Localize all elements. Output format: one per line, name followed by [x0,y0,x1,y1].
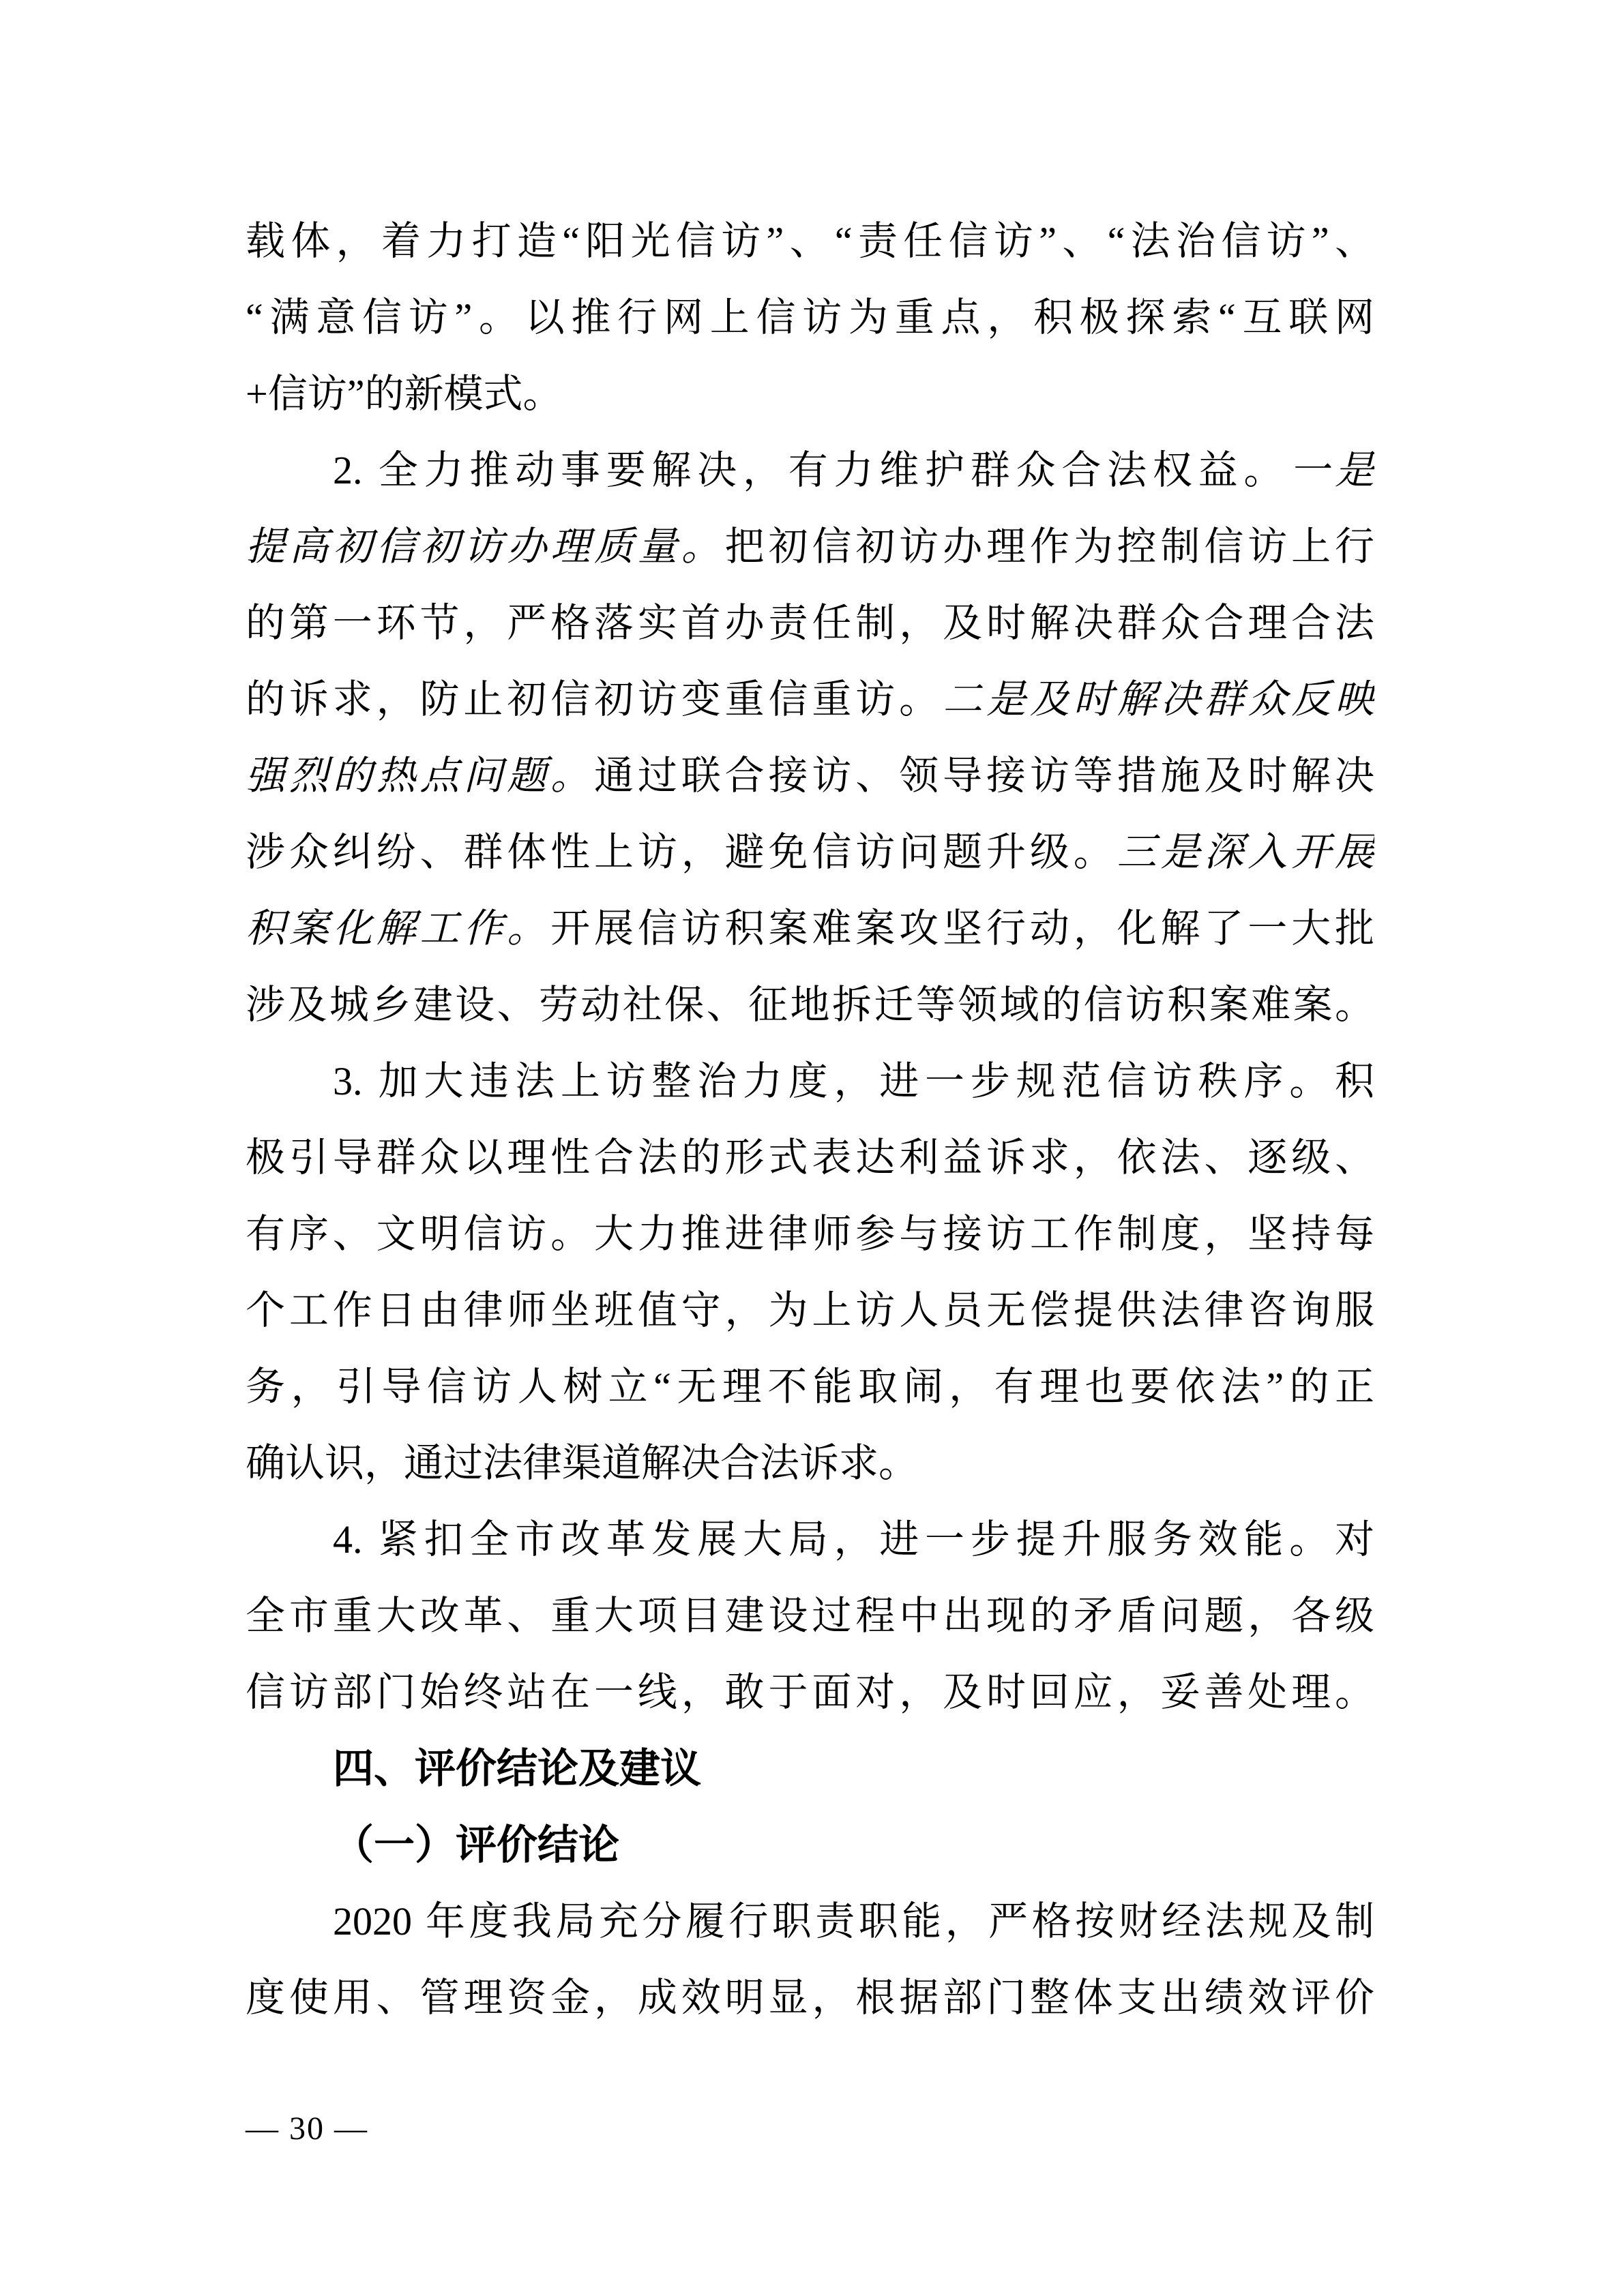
emphasis-text: 三是深入开展 [1117,830,1374,874]
text-line [246,1960,1374,2036]
body-text: 的第一环节，严格落实首办责任制，及时解决群众合理合法 [246,601,1374,645]
emphasis-text: 提高初信初访办理质量。 [246,524,725,569]
body-text: 把初信初访办理作为控制信访上行 [724,524,1374,569]
document-body [246,203,1374,2036]
text-line [246,661,1374,738]
text-line [246,967,1374,1043]
body-text: 2. 全力推动事要解决，有力维护群众合法权益。 [333,448,1290,492]
body-text: 的诉求，防止初信初访变重信重访。 [246,677,943,721]
text-line [246,509,1374,585]
text-line [246,1883,1374,1960]
text-line [246,1349,1374,1425]
text-line [246,356,1374,432]
body-text: 有序、文明信访。大力推进律师参与接访工作制度，坚持每 [246,1212,1374,1256]
emphasis-text: 二是及时解决群众反映 [943,677,1374,721]
body-text: 载体，着力打造“阳光信访”、“责任信访”、“法治信访”、 [246,219,1374,263]
text-line [246,585,1374,661]
body-text: +信访”的新模式。 [246,372,563,416]
text-line [246,1120,1374,1196]
body-text: 4. 紧扣全市改革发展大局，进一步提升服务效能。对 [333,1517,1374,1562]
body-text: 度使用、管理资金，成效明显，根据部门整体支出绩效评价 [246,1976,1374,2020]
text-line [246,1272,1374,1349]
body-text: 个工作日由律师坐班值守，为上访人员无偿提供法律咨询服 [246,1288,1374,1332]
sub-section-heading [246,1807,1374,1883]
body-text: 2020 年度我局充分履行职责职能，严格按财经法规及制 [333,1899,1374,1943]
body-text: 涉众纠纷、群体性上访，避免信访问题升级。 [246,830,1117,874]
body-text: 务，引导信访人树立“无理不能取闹，有理也要依法”的正 [246,1365,1374,1409]
text-line [246,1502,1374,1578]
text-line [246,1654,1374,1731]
body-text: 四、评价结论及建议 [333,1746,701,1791]
text-line [246,432,1374,509]
body-text: 3. 加大违法上访整治力度，进一步规范信访秩序。积 [333,1059,1374,1103]
body-text: 涉及城乡建设、劳动社保、征地拆迁等领域的信访积案难案。 [246,983,1374,1027]
body-text: 全市重大改革、重大项目建设过程中出现的矛盾问题，各级 [246,1594,1374,1638]
body-text: 开展信访积案难案攻坚行动，化解了一大批 [550,906,1374,951]
section-heading [246,1731,1374,1807]
text-line [246,814,1374,891]
body-text: 信访部门始终站在一线，敢于面对，及时回应，妥善处理。 [246,1670,1374,1714]
body-text: 极引导群众以理性合法的形式表达利益诉求，依法、逐级、 [246,1135,1374,1180]
body-text: 确认识，通过法律渠道解决合法诉求。 [246,1441,919,1485]
text-line [246,1043,1374,1120]
emphasis-text: 强烈的热点问题。 [246,754,595,798]
text-line [246,1425,1374,1502]
text-line [246,738,1374,814]
text-line [246,280,1374,356]
text-line [246,1196,1374,1272]
body-text: 通过联合接访、领导接访等措施及时解决 [594,754,1374,798]
text-line [246,203,1374,280]
text-line [246,891,1374,967]
text-line [246,1578,1374,1654]
page-number: — 30 — [246,2111,368,2147]
body-text: （一）评价结论 [333,1823,619,1868]
emphasis-text: 积案化解工作。 [246,906,551,951]
body-text: “满意信访”。以推行网上信访为重点，积极探索“互联网 [246,295,1374,340]
emphasis-text: 一是 [1289,448,1374,492]
